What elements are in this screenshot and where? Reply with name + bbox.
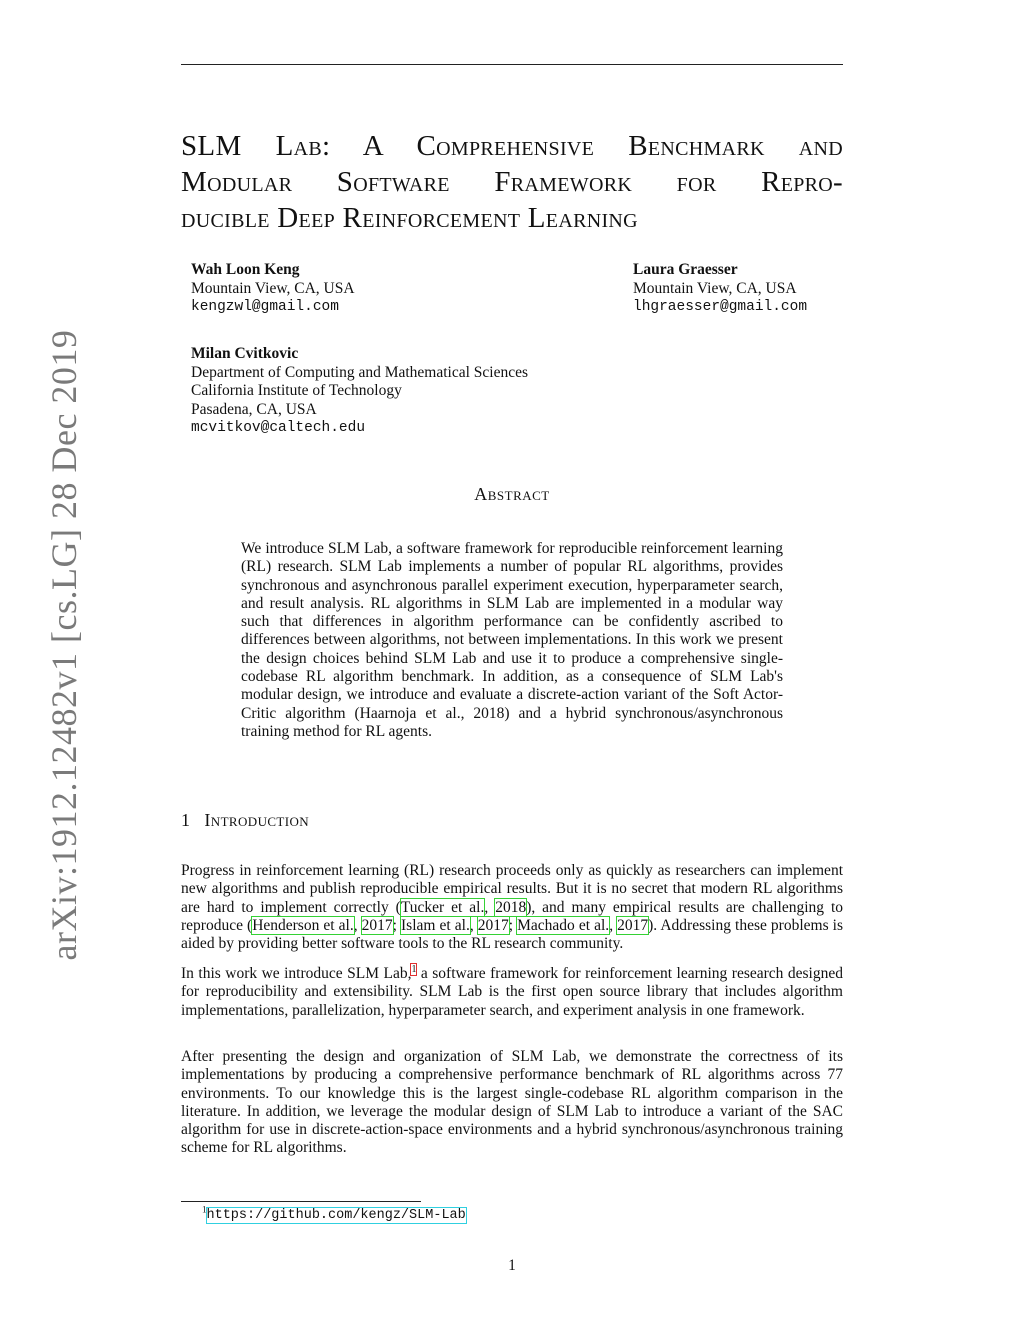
paper-title bbox=[181, 128, 843, 236]
citation-year-link[interactable]: 2017 bbox=[361, 916, 393, 934]
text-run: In this work we introduce SLM Lab, bbox=[181, 965, 412, 982]
section-number: 1 bbox=[181, 810, 191, 830]
title-line-2: Modular Software Framework for Repro- bbox=[181, 166, 843, 198]
text-run: ). Addressing these problems is aided by providing better software tools to the RL research community. bbox=[181, 916, 844, 953]
author-affiliation: Mountain View, CA, USA bbox=[633, 279, 797, 297]
section-heading bbox=[181, 810, 309, 831]
author-block-cvitkovic bbox=[191, 345, 528, 438]
citation-link[interactable]: Tucker et al. bbox=[400, 898, 485, 916]
text-run: , bbox=[484, 898, 496, 916]
arxiv-stamp: arXiv:1912.12482v1 [cs.LG] 28 Dec 2019 bbox=[44, 329, 84, 961]
section-title: Introduction bbox=[204, 810, 310, 830]
citation-link[interactable]: Machado et al. bbox=[517, 916, 610, 934]
citation-link[interactable]: Islam et al. bbox=[401, 916, 470, 934]
footnote-url-link[interactable]: https://github.com/kengz/SLM-Lab bbox=[206, 1208, 466, 1223]
author-location: Pasadena, CA, USA bbox=[191, 400, 317, 418]
text-run: ), and many empirical results are challenging to reproduce ( bbox=[181, 898, 844, 934]
text-run: ; bbox=[508, 916, 518, 934]
footnote bbox=[202, 1204, 466, 1223]
citation-year-link[interactable]: 2017 bbox=[617, 916, 649, 934]
author-email[interactable]: mcvitkov@caltech.edu bbox=[191, 420, 366, 436]
author-affiliation: Mountain View, CA, USA bbox=[191, 279, 355, 297]
footnote-marker[interactable]: 1 bbox=[411, 963, 417, 975]
text-run: Progress in reinforcement learning (RL) research proceeds only as quickly as researchers can implement new algorithms and publish reproducible empirical results. But it is no secret that modern RL algorithms are hard to implement correctly ( bbox=[181, 862, 843, 916]
citation-year-link[interactable]: 2018 bbox=[495, 898, 527, 916]
text-run: , bbox=[609, 916, 618, 934]
author-name: Laura Graesser bbox=[633, 261, 738, 278]
footnote-number: 1 bbox=[202, 1204, 207, 1215]
text-run: , bbox=[353, 916, 362, 934]
footnote-rule bbox=[181, 1201, 421, 1202]
author-department: Department of Computing and Mathematical Sciences bbox=[191, 363, 529, 381]
page-number: 1 bbox=[508, 1257, 516, 1274]
text-run: a software framework for reinforcement learning research designed for reproducibility and extensibility. SLM Lab is the first open source library that includes algorithm implementations, parallelization, hyperparameter search, and experiment analysis in one framework. bbox=[181, 965, 843, 1019]
abstract-heading: Abstract bbox=[474, 484, 550, 504]
intro-paragraph-2 bbox=[181, 965, 843, 1020]
abstract-text: We introduce SLM Lab, a software framework for reproducible reinforcement learning (RL) research. SLM Lab implements a number of popular RL algorithms, provides synchronous and asynchronous parallel experiment execution, hyperparameter search, and result analysis. RL algorithms in SLM Lab are implemented in a modular way such that differences in algorithm performance can be confidently ascribed to differences between algorithms, not between implementations. In this work we present the design choices behind SLM Lab and use it to produce a comprehensive single-codebase RL algorithm benchmark. In addition, as a consequence of SLM Lab's modular design, we introduce and evaluate a discrete-action variant of the Soft Actor-Critic algorithm (Haarnoja et al., 2018) and a hybrid synchronous/asynchronous training method for RL agents. bbox=[241, 540, 783, 740]
text-run: , bbox=[469, 916, 478, 934]
citation-link[interactable]: Henderson et al. bbox=[252, 916, 354, 934]
author-block-keng bbox=[191, 261, 355, 317]
title-line-3: ducible Deep Reinforcement Learning bbox=[181, 202, 638, 234]
title-line-1: SLM Lab: A Comprehensive Benchmark and bbox=[181, 130, 843, 162]
citation-year-link[interactable]: 2017 bbox=[477, 916, 509, 934]
author-email[interactable]: kengzwl@gmail.com bbox=[191, 299, 339, 315]
author-name: Wah Loon Keng bbox=[191, 261, 300, 278]
intro-paragraph-3: After presenting the design and organization of SLM Lab, we demonstrate the correctness of its implementations by producing a comprehensive performance benchmark of RL algorithms across 77 environments. To our knowledge this is the largest single-codebase RL algorithm comparison in the literature. In addition, we leverage the modular design of SLM Lab to introduce a variant of the SAC algorithm for use in discrete-action-space environments and a hybrid synchronous/asynchronous training scheme for RL algorithms. bbox=[181, 1048, 843, 1157]
author-block-graesser bbox=[633, 261, 807, 317]
author-institution: California Institute of Technology bbox=[191, 382, 402, 399]
intro-paragraph-1 bbox=[181, 862, 843, 953]
author-email[interactable]: lhgraesser@gmail.com bbox=[633, 299, 808, 315]
author-name: Milan Cvitkovic bbox=[191, 345, 299, 362]
top-rule bbox=[181, 64, 843, 65]
text-run: ; bbox=[392, 916, 402, 934]
